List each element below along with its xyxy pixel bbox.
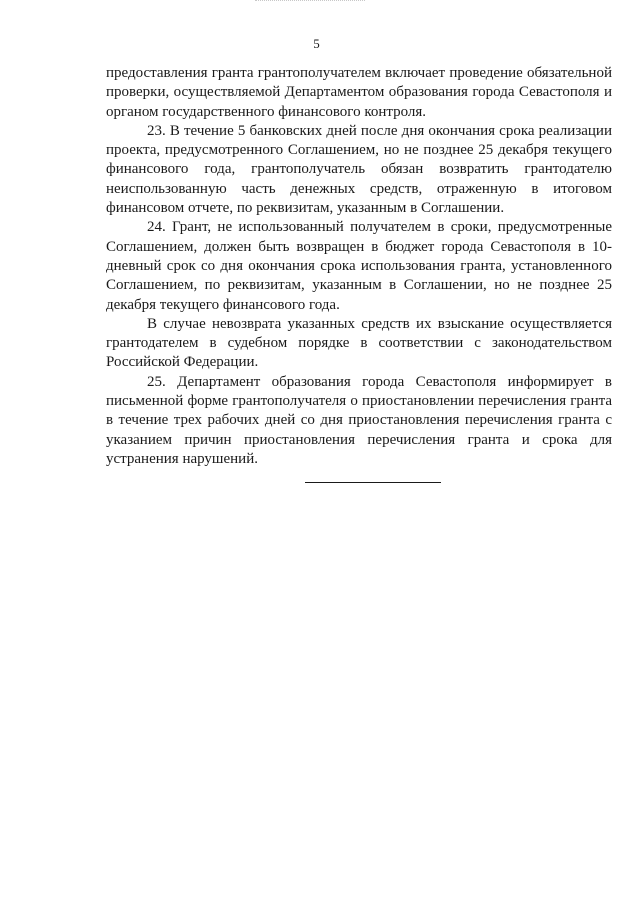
paragraph-24: 24. Грант, не использованный получателем в сроки, предусмотренные Соглашением, должен быть возвращен в бюджет города Севастополя в 10-дневный срок со дня окончания срока использования гранта, установленного Соглашением, по реквизитам, указанным в Соглашении, но не позднее 25 декабря текущего финансового года. (106, 219, 612, 313)
document-body (106, 64, 612, 469)
closing-rule-line (305, 482, 441, 483)
paragraph-continuation: предоставления гранта грантополучателем включает проведение обязательной проверки, осуществляемой Департаментом образования города Севастополя и органом государственного финансового контроля. (106, 65, 612, 120)
page-number: 5 (313, 36, 320, 51)
paragraph-23: 23. В течение 5 банковских дней после дня окончания срока реализации проекта, предусмотренного Соглашением, но не позднее 25 декабря текущего финансового года, грантополучатель обязан возвратить грантодателю неиспользованную часть денежных средств, отраженную в итоговом финансовом отчете, по реквизитам, указанным в Соглашении. (106, 122, 612, 217)
scan-edge-marks (255, 0, 365, 5)
paragraph-25: 25. Департамент образования города Севастополя информирует в письменной форме грантополучателя о приостановлении перечисления гранта в течение трех рабочих дней со дня приостановления перечисления гранта с указанием причин приостановления перечисления гранта и срока для устранения нарушений. (106, 373, 612, 467)
paragraph-24-nonreturn: В случае невозврата указанных средств их взыскание осуществляется грантодателем в судебном порядке в соответствии с законодательством Российской Федерации. (106, 315, 612, 371)
